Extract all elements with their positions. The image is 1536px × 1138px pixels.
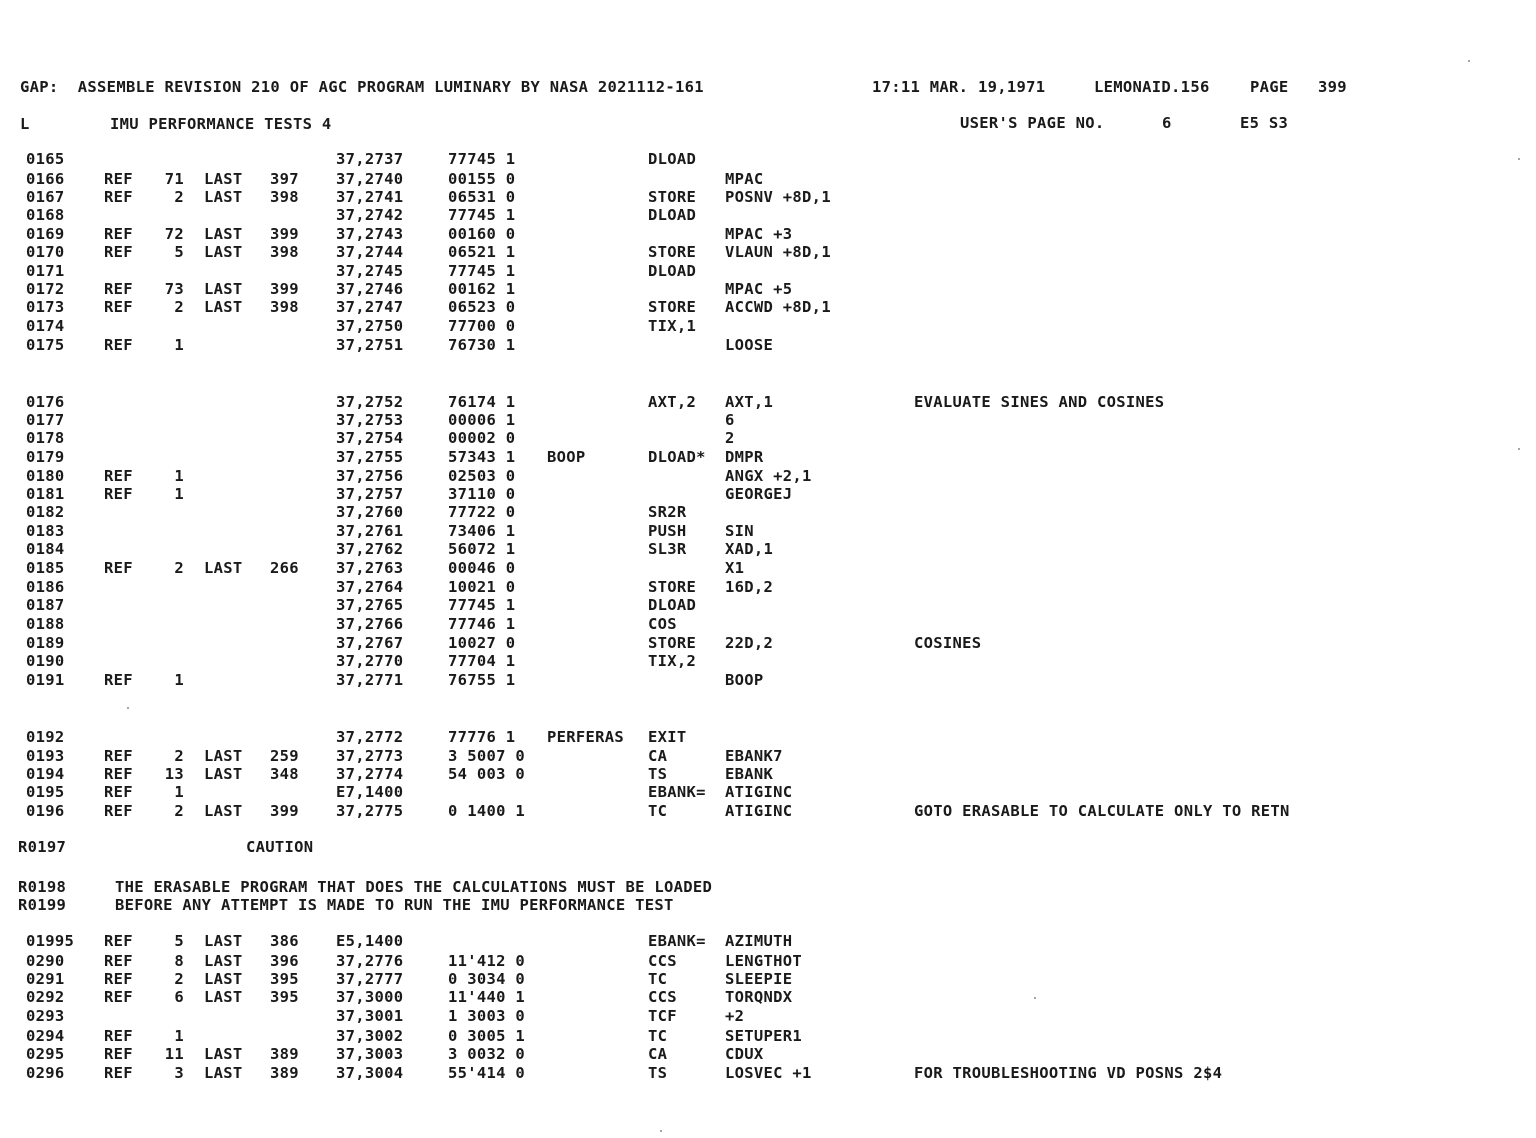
line-operand: X1 [725, 559, 745, 577]
line-code: 00002 0 [448, 429, 516, 447]
line-addr: 37,3003 [336, 1045, 404, 1063]
line-addr: 37,2745 [336, 262, 404, 280]
line-rn: 1 [174, 671, 184, 689]
line-ref: REF [104, 225, 133, 243]
line-n: 0188 [26, 615, 65, 633]
line-operand: LENGTHOT [725, 952, 803, 970]
line-addr: 37,2743 [336, 225, 404, 243]
header-title: GAP: ASSEMBLE REVISION 210 OF AGC PROGRAM LUMINARY BY NASA 2021112-161 [20, 78, 704, 96]
line-n: 0181 [26, 485, 65, 503]
scan-speck [660, 1130, 662, 1132]
line-addr: 37,2740 [336, 170, 404, 188]
line-addr: 37,2765 [336, 596, 404, 614]
line-code: 76730 1 [448, 336, 516, 354]
line-lp: 348 [270, 765, 299, 783]
line-op: DLOAD [648, 150, 697, 168]
line-n: 0196 [26, 802, 65, 820]
line-rn: 1 [174, 336, 184, 354]
line-addr: 37,2761 [336, 522, 404, 540]
line-n: 01995 [26, 932, 75, 950]
line-ref: REF [104, 559, 133, 577]
line-operand: CDUX [725, 1045, 764, 1063]
line-addr: 37,2770 [336, 652, 404, 670]
line-operand: 22D,2 [725, 634, 774, 652]
line-addr: 37,2752 [336, 393, 404, 411]
line-last: LAST [204, 243, 243, 261]
line-op: DLOAD [648, 596, 697, 614]
line-rn: 73 [164, 280, 184, 298]
line-lp: 399 [270, 225, 299, 243]
line-last: LAST [204, 988, 243, 1006]
line-rn: 1 [174, 1027, 184, 1045]
line-ref: REF [104, 170, 133, 188]
line-op: SL3R [648, 540, 687, 558]
line-code: 0 1400 1 [448, 802, 526, 820]
line-addr: 37,2776 [336, 952, 404, 970]
line-code: 77776 1 [448, 728, 516, 746]
line-code: 3 5007 0 [448, 747, 526, 765]
line-n: 0173 [26, 298, 65, 316]
line-last: LAST [204, 298, 243, 316]
line-operand: POSNV +8D,1 [725, 188, 831, 206]
scan-speck [1468, 60, 1470, 62]
user-page-label: USER'S PAGE NO. [960, 114, 1105, 132]
line-lp: 386 [270, 932, 299, 950]
line-last: LAST [204, 1064, 243, 1082]
line-operand: AXT,1 [725, 393, 774, 411]
line-op: EXIT [648, 728, 687, 746]
line-code: 06521 1 [448, 243, 516, 261]
line-rn: 71 [164, 170, 184, 188]
line-rn: 11 [164, 1045, 184, 1063]
line-n: 0293 [26, 1007, 65, 1025]
line-code: 77745 1 [448, 596, 516, 614]
line-ref: REF [104, 188, 133, 206]
line-code: 06523 0 [448, 298, 516, 316]
line-op: EBANK= [648, 783, 706, 801]
line-op: TS [648, 1064, 668, 1082]
header-page-label: PAGE [1250, 78, 1289, 96]
line-op: EBANK= [648, 932, 706, 950]
line-lp: 399 [270, 280, 299, 298]
line-op: STORE [648, 188, 697, 206]
line-code: 37110 0 [448, 485, 516, 503]
line-lp: 389 [270, 1045, 299, 1063]
line-addr: 37,2772 [336, 728, 404, 746]
line-operand: ACCWD +8D,1 [725, 298, 831, 316]
line-n: 0172 [26, 280, 65, 298]
line-code: 77746 1 [448, 615, 516, 633]
line-n: 0166 [26, 170, 65, 188]
line-op: TC [648, 802, 668, 820]
line-operand: SETUPER1 [725, 1027, 803, 1045]
line-n: 0171 [26, 262, 65, 280]
line-addr: 37,2763 [336, 559, 404, 577]
line-code: 10027 0 [448, 634, 516, 652]
line-code: 00162 1 [448, 280, 516, 298]
line-operand: EBANK [725, 765, 774, 783]
line-ref: REF [104, 336, 133, 354]
line-operand: MPAC +3 [725, 225, 793, 243]
line-lp: 399 [270, 802, 299, 820]
line-addr: 37,2750 [336, 317, 404, 335]
line-addr: 37,2751 [336, 336, 404, 354]
line-code: 11'412 0 [448, 952, 526, 970]
line-addr: 37,2773 [336, 747, 404, 765]
line-n: 0169 [26, 225, 65, 243]
line-rn: 2 [174, 747, 184, 765]
scan-speck [1518, 158, 1520, 160]
header-job: LEMONAID.156 [1094, 78, 1210, 96]
line-op: AXT,2 [648, 393, 697, 411]
line-operand: DMPR [725, 448, 764, 466]
line-n: 0168 [26, 206, 65, 224]
line-operand: MPAC [725, 170, 764, 188]
line-op: DLOAD [648, 262, 697, 280]
line-code: 00006 1 [448, 411, 516, 429]
header-timestamp: 17:11 MAR. 19,1971 [872, 78, 1046, 96]
line-op: TC [648, 970, 668, 988]
line-last: LAST [204, 170, 243, 188]
line-op: SR2R [648, 503, 687, 521]
line-operand: ATIGINC [725, 802, 793, 820]
line-n: 0295 [26, 1045, 65, 1063]
line-op: STORE [648, 298, 697, 316]
line-lp: 259 [270, 747, 299, 765]
line-code: 77700 0 [448, 317, 516, 335]
line-rn: 1 [174, 467, 184, 485]
line-code: 00155 0 [448, 170, 516, 188]
line-addr: 37,2753 [336, 411, 404, 429]
remark-text: BEFORE ANY ATTEMPT IS MADE TO RUN THE IMU PERFORMANCE TEST [115, 896, 674, 914]
line-op: COS [648, 615, 677, 633]
line-n: 0194 [26, 765, 65, 783]
line-ref: REF [104, 467, 133, 485]
line-comment: FOR TROUBLESHOOTING VD POSNS 2$4 [914, 1064, 1223, 1082]
line-n: 0183 [26, 522, 65, 540]
line-code: 00046 0 [448, 559, 516, 577]
line-n: 0177 [26, 411, 65, 429]
line-n: 0290 [26, 952, 65, 970]
line-ref: REF [104, 747, 133, 765]
line-op: STORE [648, 243, 697, 261]
bank-code: E5 S3 [1240, 114, 1289, 132]
user-page-number: 6 [1162, 114, 1172, 132]
line-ref: REF [104, 952, 133, 970]
line-label: PERFERAS [547, 728, 625, 746]
line-ref: REF [104, 485, 133, 503]
line-operand: SIN [725, 522, 754, 540]
line-lp: 398 [270, 243, 299, 261]
line-lp: 395 [270, 988, 299, 1006]
line-last: LAST [204, 970, 243, 988]
line-op: TCF [648, 1007, 677, 1025]
line-rn: 5 [174, 932, 184, 950]
line-last: LAST [204, 802, 243, 820]
line-ref: REF [104, 1027, 133, 1045]
line-operand: LOOSE [725, 336, 774, 354]
line-addr: 37,2747 [336, 298, 404, 316]
line-lp: 395 [270, 970, 299, 988]
line-lp: 398 [270, 188, 299, 206]
line-n: 0178 [26, 429, 65, 447]
line-rn: 5 [174, 243, 184, 261]
line-addr: 37,2764 [336, 578, 404, 596]
line-operand: EBANK7 [725, 747, 783, 765]
line-n: 0185 [26, 559, 65, 577]
line-ref: REF [104, 765, 133, 783]
line-code: 77745 1 [448, 150, 516, 168]
line-rn: 2 [174, 298, 184, 316]
line-rn: 2 [174, 970, 184, 988]
line-code: 3 0032 0 [448, 1045, 526, 1063]
line-rn: 2 [174, 559, 184, 577]
line-code: 00160 0 [448, 225, 516, 243]
line-operand: +2 [725, 1007, 745, 1025]
line-n: 0294 [26, 1027, 65, 1045]
line-addr: 37,3002 [336, 1027, 404, 1045]
line-addr: 37,2755 [336, 448, 404, 466]
line-addr: 37,3004 [336, 1064, 404, 1082]
line-ref: REF [104, 1064, 133, 1082]
line-addr: 37,2756 [336, 467, 404, 485]
line-ref: REF [104, 280, 133, 298]
line-op: DLOAD* [648, 448, 706, 466]
line-rn: 6 [174, 988, 184, 1006]
line-rn: 3 [174, 1064, 184, 1082]
line-addr: 37,2744 [336, 243, 404, 261]
line-operand: ATIGINC [725, 783, 793, 801]
line-lp: 396 [270, 952, 299, 970]
line-operand: GEORGEJ [725, 485, 793, 503]
line-rn: 1 [174, 783, 184, 801]
line-code: 77722 0 [448, 503, 516, 521]
line-operand: XAD,1 [725, 540, 774, 558]
line-operand: MPAC +5 [725, 280, 793, 298]
scan-speck [1034, 997, 1036, 999]
line-code: 56072 1 [448, 540, 516, 558]
line-operand: VLAUN +8D,1 [725, 243, 831, 261]
line-comment: COSINES [914, 634, 982, 652]
line-addr: E5,1400 [336, 932, 404, 950]
remark-text: THE ERASABLE PROGRAM THAT DOES THE CALCULATIONS MUST BE LOADED [115, 878, 713, 896]
header-page-number: 399 [1318, 78, 1347, 96]
line-n: 0292 [26, 988, 65, 1006]
line-ref: REF [104, 671, 133, 689]
line-addr: 37,2741 [336, 188, 404, 206]
line-n: 0191 [26, 671, 65, 689]
line-addr: 37,2742 [336, 206, 404, 224]
line-ref: REF [104, 1045, 133, 1063]
line-operand: 16D,2 [725, 578, 774, 596]
line-code: 0 3005 1 [448, 1027, 526, 1045]
line-addr: 37,2777 [336, 970, 404, 988]
line-n: 0174 [26, 317, 65, 335]
line-operand: LOSVEC +1 [725, 1064, 812, 1082]
line-code: 10021 0 [448, 578, 516, 596]
line-code: 77704 1 [448, 652, 516, 670]
line-code: 1 3003 0 [448, 1007, 526, 1025]
line-ref: REF [104, 970, 133, 988]
line-addr: 37,2754 [336, 429, 404, 447]
line-n: 0179 [26, 448, 65, 466]
line-operand: 2 [725, 429, 735, 447]
line-comment: GOTO ERASABLE TO CALCULATE ONLY TO RETN [914, 802, 1290, 820]
line-last: LAST [204, 225, 243, 243]
line-ref: REF [104, 802, 133, 820]
line-n: 0192 [26, 728, 65, 746]
line-addr: 37,3000 [336, 988, 404, 1006]
line-op: STORE [648, 634, 697, 652]
line-code: 77745 1 [448, 262, 516, 280]
line-n: 0193 [26, 747, 65, 765]
line-last: LAST [204, 188, 243, 206]
line-addr: 37,2766 [336, 615, 404, 633]
line-n: 0291 [26, 970, 65, 988]
line-lp: 389 [270, 1064, 299, 1082]
line-addr: 37,2774 [336, 765, 404, 783]
line-n: 0167 [26, 188, 65, 206]
line-op: CCS [648, 988, 677, 1006]
line-code: 06531 0 [448, 188, 516, 206]
line-last: LAST [204, 280, 243, 298]
line-last: LAST [204, 952, 243, 970]
line-addr: 37,3001 [336, 1007, 404, 1025]
line-op: CA [648, 1045, 668, 1063]
line-n: 0190 [26, 652, 65, 670]
scan-speck [127, 707, 129, 709]
line-addr: 37,2775 [336, 802, 404, 820]
subheader-title: IMU PERFORMANCE TESTS 4 [110, 115, 332, 133]
line-n: 0187 [26, 596, 65, 614]
line-last: LAST [204, 559, 243, 577]
line-lp: 398 [270, 298, 299, 316]
line-op: TS [648, 765, 668, 783]
line-rn: 2 [174, 802, 184, 820]
line-code: 54 003 0 [448, 765, 526, 783]
line-operand: SLEEPIE [725, 970, 793, 988]
line-addr: 37,2760 [336, 503, 404, 521]
line-ref: REF [104, 783, 133, 801]
line-addr: 37,2771 [336, 671, 404, 689]
line-addr: 37,2757 [336, 485, 404, 503]
line-label: BOOP [547, 448, 586, 466]
line-n: 0182 [26, 503, 65, 521]
line-n: 0296 [26, 1064, 65, 1082]
line-n: 0176 [26, 393, 65, 411]
line-last: LAST [204, 932, 243, 950]
line-last: LAST [204, 1045, 243, 1063]
line-lp: 397 [270, 170, 299, 188]
line-op: TIX,1 [648, 317, 697, 335]
line-operand: AZIMUTH [725, 932, 793, 950]
line-addr: 37,2767 [336, 634, 404, 652]
line-lp: 266 [270, 559, 299, 577]
line-n: 0186 [26, 578, 65, 596]
line-rn: 72 [164, 225, 184, 243]
line-operand: ANGX +2,1 [725, 467, 812, 485]
scan-speck [1518, 448, 1520, 450]
line-addr: 37,2746 [336, 280, 404, 298]
line-comment: EVALUATE SINES AND COSINES [914, 393, 1165, 411]
line-n: 0175 [26, 336, 65, 354]
line-code: 02503 0 [448, 467, 516, 485]
line-code: 57343 1 [448, 448, 516, 466]
line-code: 76174 1 [448, 393, 516, 411]
line-code: 76755 1 [448, 671, 516, 689]
line-n: 0180 [26, 467, 65, 485]
line-operand: TORQNDX [725, 988, 793, 1006]
remark-text: CAUTION [246, 838, 314, 856]
line-n: 0184 [26, 540, 65, 558]
line-addr: E7,1400 [336, 783, 404, 801]
remark-number: R0197 [18, 838, 67, 856]
line-ref: REF [104, 243, 133, 261]
line-n: 0170 [26, 243, 65, 261]
line-op: STORE [648, 578, 697, 596]
remark-number: R0198 [18, 878, 67, 896]
line-code: 0 3034 0 [448, 970, 526, 988]
line-rn: 13 [164, 765, 184, 783]
line-code: 11'440 1 [448, 988, 526, 1006]
line-rn: 1 [174, 485, 184, 503]
line-op: TIX,2 [648, 652, 697, 670]
line-n: 0195 [26, 783, 65, 801]
line-rn: 8 [174, 952, 184, 970]
line-code: 73406 1 [448, 522, 516, 540]
subheader-mark: L [20, 115, 30, 133]
line-op: PUSH [648, 522, 687, 540]
line-addr: 37,2762 [336, 540, 404, 558]
line-operand: BOOP [725, 671, 764, 689]
line-n: 0165 [26, 150, 65, 168]
line-last: LAST [204, 765, 243, 783]
line-op: CA [648, 747, 668, 765]
line-ref: REF [104, 988, 133, 1006]
line-code: 77745 1 [448, 206, 516, 224]
line-addr: 37,2737 [336, 150, 404, 168]
line-operand: 6 [725, 411, 735, 429]
line-code: 55'414 0 [448, 1064, 526, 1082]
line-op: DLOAD [648, 206, 697, 224]
line-last: LAST [204, 747, 243, 765]
line-op: TC [648, 1027, 668, 1045]
line-ref: REF [104, 298, 133, 316]
line-op: CCS [648, 952, 677, 970]
remark-number: R0199 [18, 896, 67, 914]
line-rn: 2 [174, 188, 184, 206]
line-ref: REF [104, 932, 133, 950]
line-n: 0189 [26, 634, 65, 652]
